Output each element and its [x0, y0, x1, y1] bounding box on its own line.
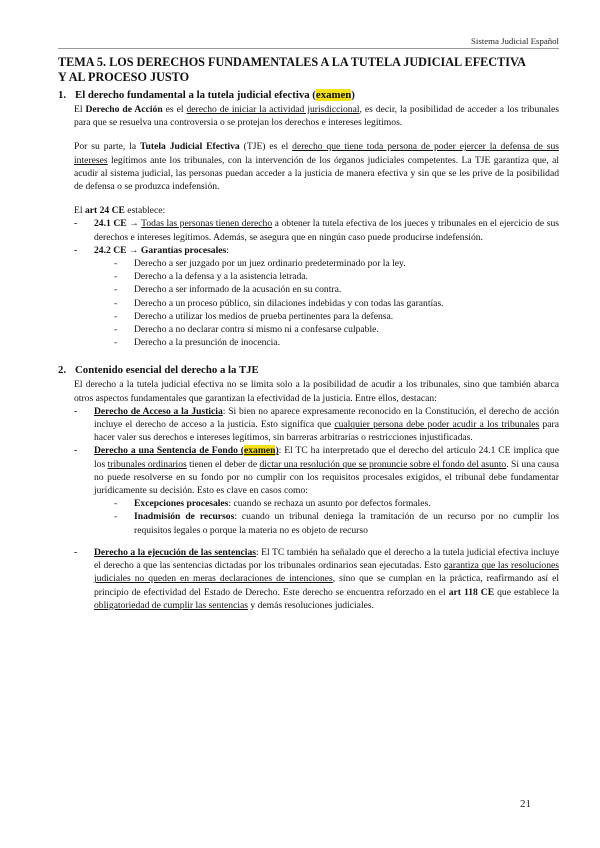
art-24-list [58, 217, 559, 349]
exam-highlight: examen [315, 89, 352, 101]
section-2-body [74, 378, 559, 404]
title-line-1: TEMA 5. LOS DERECHOS FUNDAMENTALES A LA TUTELA JUDICIAL EFECTIVA [58, 55, 526, 69]
paragraph-art-24: El art 24 CE establece: [74, 205, 166, 217]
header-rule [58, 48, 559, 49]
guarantees-list [94, 257, 559, 349]
list-item: - Derecho a utilizar los medios de prueba pertinentes para la defensa. [114, 310, 559, 323]
exam-highlight: examen [244, 445, 276, 457]
title-line-2: Y AL PROCESO JUSTO [58, 70, 190, 84]
page-title [58, 55, 559, 85]
list-item-excepciones: - Excepciones procesales: cuando se rechaza un asunto por defectos formales. [114, 497, 559, 510]
list-item-ejecucion-sentencias: - Derecho a la ejecución de las sentencias: El TC también ha señalado que el derecho a la tutela judicial efectiva incluye el derecho a que las sentencias dictadas por los tribunales ordinarios sean ejecutadas. Esto garantiza que las resoluciones judiciales no queden en meras declaraciones de intenciones, sino que se cumplan en la práctica, reafirmando así el principio de efectividad del Estado de Derecho. Este derecho se encuentra reforzado en el art 118 CE que establece la obligatoriedad de cumplir las sentencias y demás resoluciones judiciales. [74, 546, 559, 612]
list-item: - Derecho a no declarar contra sí mismo ni a confesarse culpable. [114, 323, 559, 336]
page-content [58, 55, 559, 612]
paragraph-derecho-accion: El Derecho de Acción es el derecho de iniciar la actividad jurisdiccional, es decir, la posibilidad de acceder a los tribunales para que se resuelva una controversia o se protejan los derechos e intereses legítimos. [74, 104, 559, 129]
running-header: Sistema Judicial Español [471, 36, 559, 46]
section-2-heading-text: Contenido esencial del derecho a la TJE [75, 364, 259, 377]
section-1-heading-close: ) [351, 89, 355, 101]
section-2-intro: El derecho a la tutela judicial efectiva no se limita solo a la posibilidad de acudir a los tribunales, sino que también abarca otros aspectos fundamentales que garantizan la efectividad de la justicia. Entre ellos, destacan: [74, 379, 559, 404]
list-item-24-1: - 24.1 CE → Todas las personas tienen derecho a obtener la tutela efectiva de los jueces y tribunales en el ejercicio de sus derechos e intereses legítimos. Además, se asegura que en ningún caso puede producirse indefensión. [74, 217, 559, 243]
list-item-24-2: - 24.2 CE → Garantías procesales: - Derecho a ser juzgado por un juez ordinario predeterminado por la ley. - Derecho a la defensa y a la asistencia letrada. - Derecho a ser informado de la acusación en su contra. - Derecho a un proceso público, sin dilaciones indebidas y con todas las garantías. - Derecho a utilizar los medios de prueba pertinentes para la defensa. - Derecho a no declarar contra sí mismo ni a confesarse culpable. - Derecho a la presunción de inocencia. [74, 244, 559, 350]
list-item: - Derecho a la presunción de inocencia. [114, 336, 559, 349]
section-1-number: 1. [58, 89, 67, 101]
list-item: - Derecho a ser juzgado por un juez ordinario predeterminado por la ley. [114, 257, 559, 270]
paragraph-tutela-judicial: Por su parte, la Tutela Judicial Efectiva (TJE) es el derecho que tiene toda persona de poder ejercer la defensa de sus intereses legítimos ante los tribunales, con la intervención de los órganos judiciales competentes. La TJE garantiza que, al acudir al sistema judicial, las personas puedan acceder a la justicia de manera efectiva y sin que se les prive de la posibilidad de defensa o se produzca indefensión. [74, 141, 560, 193]
tje-content-list [58, 405, 559, 612]
section-2-heading [58, 363, 559, 377]
page-number: 21 [520, 798, 531, 810]
list-item-acceso-justicia: - Derecho de Acceso a la Justicia: Si bien no aparece expresamente reconocido en la Constitución, el derecho de acción incluye el derecho de acceso a la justicia. Esto significa que cualquier persona debe poder acudir a los tribunales para hacer valer sus derechos e intereses legítimos, sin barreras arbitrarias o restricciones injustificadas. [74, 405, 559, 445]
list-item-inadmision: - Inadmisión de recursos: cuando un tribunal deniega la tramitación de un recurso por no cumplir los requisitos legales o porque la materia no es objeto de recurso [114, 510, 559, 536]
section-1-heading [58, 88, 559, 102]
list-item: - Derecho a la defensa y a la asistencia letrada. [114, 270, 559, 283]
sentencia-fondo-cases [94, 497, 559, 537]
section-1-heading-text: El derecho fundamental a la tutela judicial efectiva ( [75, 89, 316, 101]
section-1-body [74, 103, 559, 217]
list-item: - Derecho a un proceso público, sin dilaciones indebidas y con todas las garantías. [114, 297, 559, 310]
list-item: - Derecho a ser informado de la acusación en su contra. [114, 283, 559, 296]
list-item-sentencia-fondo: - Derecho a una Sentencia de Fondo (examen): El TC ha interpretado que el derecho del artículo 24.1 CE implica que los tribunales ordinarios tienen el deber de dictar una resolución que se pronuncie sobre el fondo del asunto. Si una causa no puede resolverse en su fondo por no cumplir con los requisitos procesales exigidos, el tribunal debe fundamentar jurídicamente su decisión. Esto es clave en casos como: - Excepciones procesales: cuando se rechaza un asunto por defectos formales. - Inadmisión de recursos: cuando un tribunal deniega la tramitación de un recurso por no cumplir los requisitos legales o porque la materia no es objeto de recurso [74, 444, 559, 536]
section-2-number: 2. [58, 364, 67, 377]
